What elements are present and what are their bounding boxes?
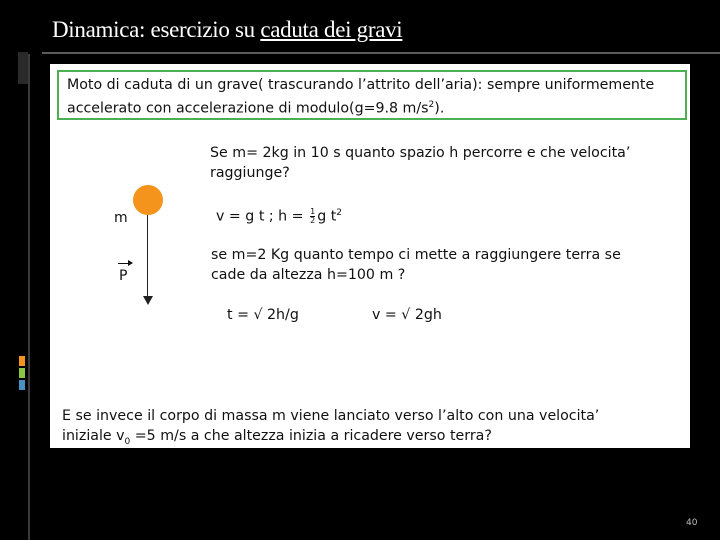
formula-2-right: v = √ 2gh <box>372 307 442 323</box>
fraction-numerator: 1 <box>310 207 316 217</box>
formula-1-right: g t <box>317 208 337 225</box>
question-3-line-2 <box>62 426 599 452</box>
question-1-line-2: raggiunge? <box>210 165 290 181</box>
accent-bar <box>18 52 28 84</box>
deco-square-blue <box>19 380 25 390</box>
slide-title-text: Dinamica: esercizio su <box>52 17 261 42</box>
question-2-line-1: se m=2 Kg quanto tempo ci mette a raggiungere terra se <box>211 247 621 263</box>
question-3-line-2-b: =5 m/s a che altezza inizia a ricadere verso terra? <box>130 428 492 444</box>
fraction-half <box>310 208 315 225</box>
formula-2-left: t = √ 2h/g <box>227 307 299 323</box>
deco-square-green <box>19 368 25 378</box>
intro-box <box>57 70 687 120</box>
vector-arrow-icon <box>118 263 130 264</box>
falling-ball <box>133 185 163 215</box>
content-panel <box>50 64 690 448</box>
fraction-denominator: 2 <box>310 216 316 226</box>
formula-1-square: 2 <box>336 208 343 218</box>
formula-1 <box>216 203 342 227</box>
slide-title-link[interactable]: caduta dei gravi <box>260 17 403 42</box>
question-3-subscript: 0 <box>124 436 131 447</box>
weight-label: P <box>119 268 128 284</box>
slide-title <box>52 17 402 43</box>
intro-tail: ). <box>434 100 445 117</box>
question-2 <box>211 245 621 285</box>
question-3 <box>62 406 599 452</box>
fall-arrow-head <box>143 296 153 305</box>
question-1-line-1: Se m= 2kg in 10 s quanto spazio h percorre e che velocita’ <box>210 145 631 161</box>
mass-label: m <box>114 210 128 226</box>
title-underline <box>42 52 720 54</box>
question-2-line-2: cade da altezza h=100 m ? <box>211 267 406 283</box>
intro-text: Moto di caduta di un grave( trascurando l’attrito dell’aria): sempre uniformemente accelerato con accelerazione di modulo(g=9.8 m/s <box>67 77 655 117</box>
page-number: 40 <box>686 518 698 528</box>
question-1 <box>210 143 630 183</box>
intro-exponent: 2 <box>428 100 435 110</box>
question-3-line-2-a: iniziale v <box>62 428 125 444</box>
deco-square-orange <box>19 356 25 366</box>
question-3-line-1: E se invece il corpo di massa m viene lanciato verso l’alto con una velocita’ <box>62 408 600 424</box>
left-frame-line <box>28 54 30 540</box>
fall-arrow-line <box>147 215 148 303</box>
formula-1-left: v = g t ; h = <box>216 208 309 225</box>
